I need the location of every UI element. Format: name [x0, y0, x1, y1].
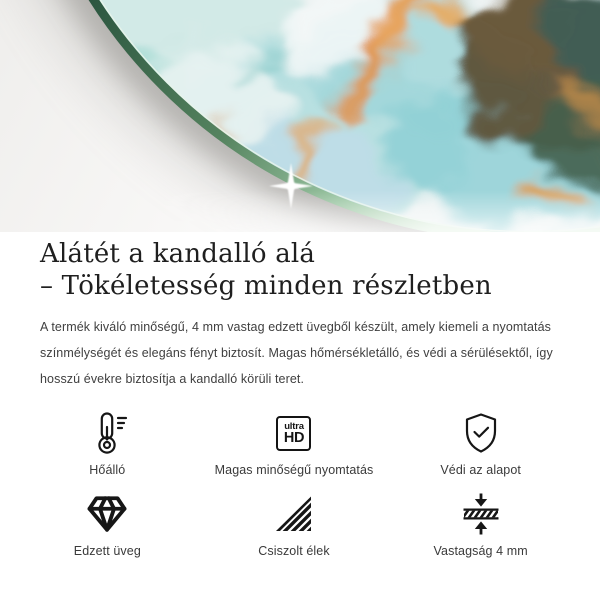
thermometer-icon: [85, 410, 129, 456]
ultra-hd-badge-bottom: HD: [283, 429, 305, 446]
polished-edges-icon: [273, 491, 315, 537]
description-line: A termék kiváló minőségű, 4 mm vastag edzett üvegből készült, amely kiemeli a nyomtatás: [40, 320, 552, 334]
feature-label: Védi az alapot: [440, 463, 521, 477]
feature-ultra-hd-print: [201, 410, 388, 477]
feature-polished-edges: [201, 491, 388, 558]
feature-heat-resistant: [14, 410, 201, 477]
feature-label: Hőálló: [89, 463, 126, 477]
ultra-hd-badge-top: ultra: [284, 420, 304, 432]
description-line: színmélységét és elegáns fényt biztosít. Magas hőmérsékletálló, és védi a sérülésektől, így: [40, 346, 553, 360]
thickness-icon: [460, 491, 502, 537]
features-grid: [0, 410, 600, 558]
ultra-hd-icon: [276, 410, 311, 456]
feature-protects-base: [387, 410, 574, 477]
page-title-line-1: Alátét a kandalló alá: [40, 239, 316, 269]
feature-label: Vastagság 4 mm: [433, 544, 528, 558]
diamond-icon: [84, 491, 130, 537]
product-description: [40, 314, 560, 392]
feature-thickness: [387, 491, 574, 558]
feature-label: Magas minőségű nyomtatás: [214, 463, 374, 477]
feature-label: Edzett üveg: [73, 544, 141, 558]
description-line: hosszú évekre biztosítja a kandalló körüli teret.: [40, 372, 305, 386]
shield-check-icon: [459, 410, 503, 456]
hero-product-image: [0, 0, 600, 232]
product-description-section: [0, 238, 600, 392]
page-title: [40, 238, 560, 302]
page-title-line-2: – Tökéletesség minden részletben: [40, 271, 492, 301]
feature-label: Csiszolt élek: [258, 544, 330, 558]
feature-tempered-glass: [14, 491, 201, 558]
glass-disc-artwork: [0, 0, 600, 232]
